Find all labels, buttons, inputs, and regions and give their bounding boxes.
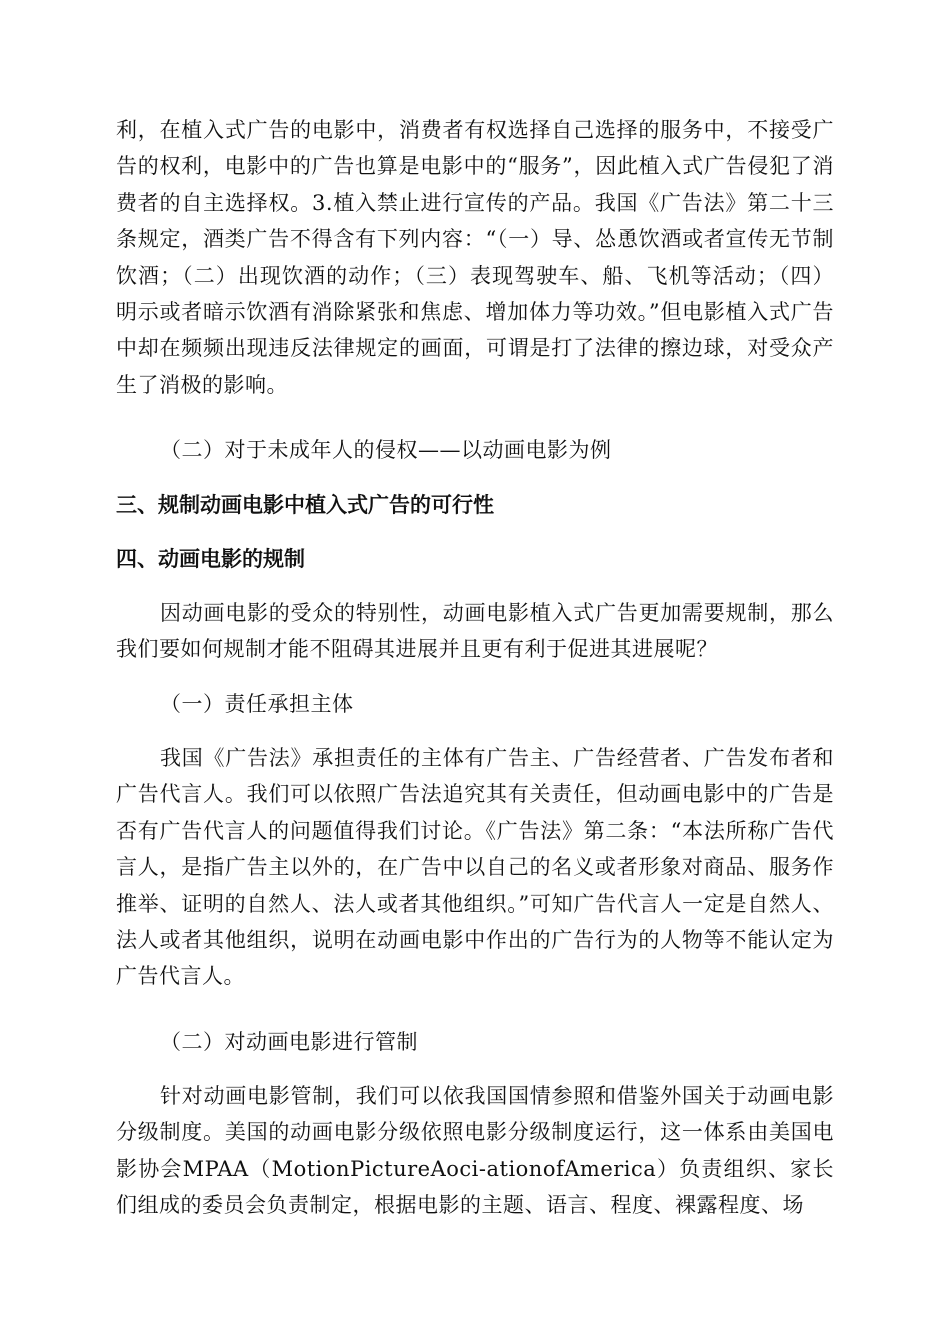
section-heading-feasibility: 三、规制动画电影中植入式广告的可行性	[116, 493, 494, 517]
paragraph-film-rating-system: 针对动画电影管制，我们可以依我国国情参照和借鉴外国关于动画电影分级制度。美国的动画电影分级依照电影分级制度运行，这一体系由美国电影协会MPAA（MotionPictureAoci-ationofAmerica）负责组织、家长们组成的委员会负责制定，根据电影的主题、语言、程度、裸露程度、场	[116, 1084, 834, 1218]
paragraph-regulation-intro: 因动画电影的受众的特别性，动画电影植入式广告更加需要规制，那么我们要如何规制才能不阻碍其进展并且更有利于促进其进展呢？	[116, 601, 834, 662]
subheading-liability-subject: （一）责任承担主体	[160, 692, 354, 716]
subheading-minors-infringement: （二）对于未成年人的侵权——以动画电影为例	[160, 438, 612, 462]
section-heading-regulation: 四、动画电影的规制	[116, 547, 305, 571]
paragraph-consumer-choice-and-alcohol-ads: 利，在植入式广告的电影中，消费者有权选择自己选择的服务中，不接受广告的权利，电影中的广告也算是电影中的“服务”，因此植入式广告侵犯了消费者的自主选择权。3.植入禁止进行宣传的产品。我国《广告法》第二十三条规定，酒类广告不得含有下列内容：“（一）导、怂恿饮酒或者宣传无节制饮酒；（二）出现饮酒的动作；（三）表现驾驶车、船、飞机等活动；（四）明示或者暗示饮酒有消除紧张和焦虑、增加体力等功效。”但电影植入式广告中却在频频出现违反法律规定的画面，可谓是打了法律的擦边球，对受众产生了消极的影响。	[116, 118, 834, 397]
paragraph-advertising-law-liability: 我国《广告法》承担责任的主体有广告主、广告经营者、广告发布者和广告代言人。我们可以依照广告法追究其有关责任，但动画电影中的广告是否有广告代言人的问题值得我们讨论。《广告法》第二条：“本法所称广告代言人，是指广告主以外的，在广告中以自己的名义或者形象对商品、服务作推举、证明的自然人、法人或者其他组织。”可知广告代言人一定是自然人、法人或者其他组织，说明在动画电影中作出的广告行为的人物等不能认定为广告代言人。	[116, 746, 834, 989]
subheading-animation-control: （二）对动画电影进行管制	[160, 1030, 418, 1054]
